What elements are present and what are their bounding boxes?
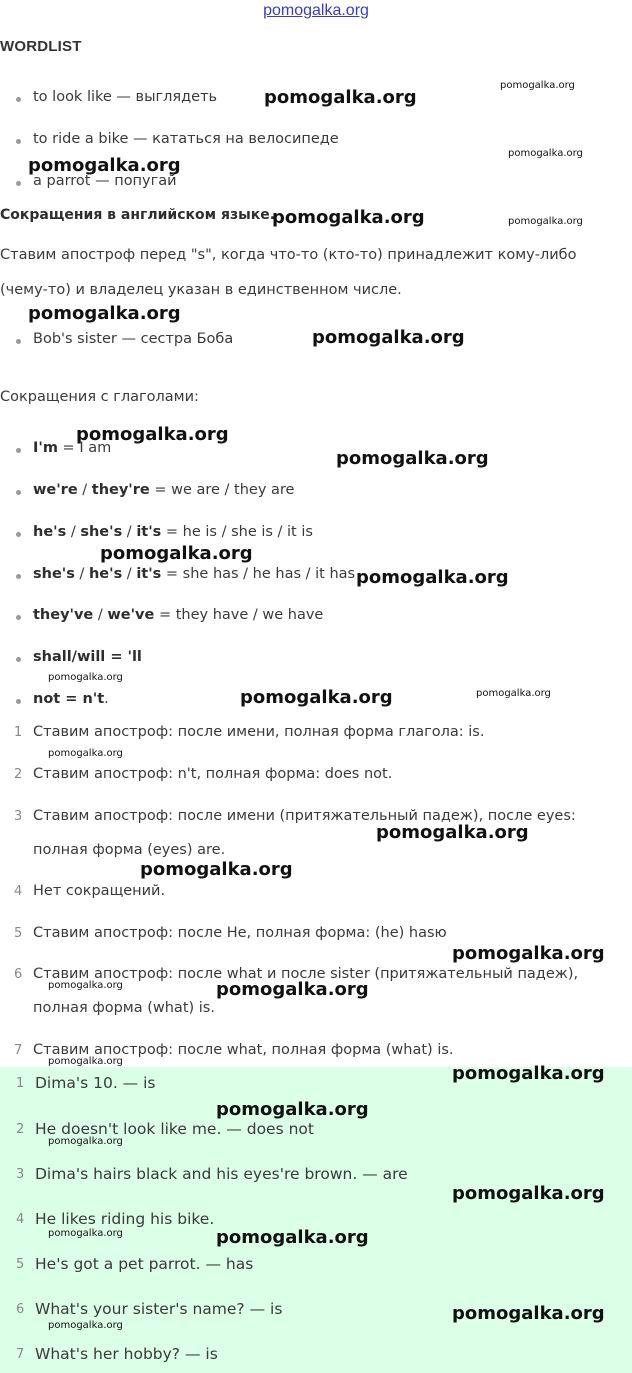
watermark: pomogalka.org: [140, 859, 293, 880]
answer-number: 6: [16, 1302, 25, 1317]
watermark: pomogalka.org: [100, 543, 253, 564]
explanation-line: Ставим апостроф: после имени (притяжательный падеж), после eyes:: [33, 808, 576, 824]
explanation-number: 3: [14, 809, 23, 824]
wordlist-item: to look like — выглядеть: [33, 89, 218, 105]
explanation-line: Нет сокращений.: [33, 883, 166, 899]
bullet-icon: [16, 181, 21, 186]
apostrophe-rule-line: Ставим апостроф перед "s", когда что-то (кто-то) принадлежит кому-либо: [0, 247, 577, 263]
site-header-link[interactable]: pomogalka.org: [263, 2, 369, 19]
answer-line: He doesn't look like me. — does not: [35, 1120, 314, 1138]
verb-contraction-item: I'm = I am: [33, 440, 112, 456]
verb-contraction-item: we're / they're = we are / they are: [33, 482, 295, 498]
watermark: pomogalka.org: [452, 943, 605, 964]
watermark: pomogalka.org: [28, 303, 181, 324]
answer-number: 7: [16, 1347, 25, 1362]
explanation-line: Ставим апостроф: n't, полная форма: does not.: [33, 766, 393, 782]
watermark: pomogalka.org: [216, 1227, 369, 1248]
verb-contraction-item: she's / he's / it's = she has / he has / it has: [33, 566, 356, 582]
verb-contraction-item: they've / we've = they have / we have: [33, 607, 324, 623]
explanation-line: полная форма (what) is.: [33, 1000, 215, 1016]
contractions-heading: Сокращения в английском языке.: [0, 207, 276, 223]
explanation-line: Ставим апостроф: после what и после sister (притяжательный падеж),: [33, 966, 579, 982]
watermark: pomogalka.org: [48, 1320, 123, 1331]
explanation-number: 1: [14, 725, 23, 740]
verbs-heading: Сокращения с глаголами:: [0, 389, 199, 405]
watermark: pomogalka.org: [264, 87, 417, 108]
watermark: pomogalka.org: [76, 424, 229, 445]
explanation-line: Ставим апостроф: после what, полная форма (what) is.: [33, 1042, 454, 1058]
answer-line: He likes riding his bike.: [35, 1210, 215, 1228]
watermark: pomogalka.org: [48, 980, 123, 991]
bullet-icon: [16, 448, 21, 453]
bullet-icon: [16, 532, 21, 537]
bullet-icon: [16, 139, 21, 144]
verb-contraction-item: shall/will = 'll: [33, 649, 142, 665]
watermark: pomogalka.org: [48, 1228, 123, 1239]
explanation-number: 2: [14, 767, 23, 782]
bullet-icon: [16, 490, 21, 495]
answer-line: What's your sister's name? — is: [35, 1300, 283, 1318]
explanation-number: 6: [14, 967, 23, 982]
watermark: pomogalka.org: [28, 155, 181, 176]
watermark: pomogalka.org: [500, 80, 575, 91]
watermark: pomogalka.org: [216, 1099, 369, 1120]
watermark: pomogalka.org: [356, 567, 509, 588]
watermark: pomogalka.org: [452, 1183, 605, 1204]
watermark: pomogalka.org: [336, 448, 489, 469]
answer-line: He's got a pet parrot. — has: [35, 1255, 254, 1273]
watermark: pomogalka.org: [452, 1063, 605, 1084]
answer-line: Dima's hairs black and his eyes're brown. — are: [35, 1165, 408, 1183]
watermark: pomogalka.org: [216, 979, 369, 1000]
answer-number: 5: [16, 1257, 25, 1272]
watermark: pomogalka.org: [452, 1303, 605, 1324]
explanation-line: Ставим апостроф: после He, полная форма: (he) hasю: [33, 925, 447, 941]
wordlist-item: to ride a bike — кататься на велосипеде: [33, 131, 339, 147]
explanation-line: Ставим апостроф: после имени, полная форма глагола: is.: [33, 724, 485, 740]
answer-number: 1: [16, 1076, 25, 1091]
verb-contraction-item: he's / she's / it's = he is / she is / it is: [33, 524, 313, 540]
watermark: pomogalka.org: [508, 216, 583, 227]
answer-line: What's her hobby? — is: [35, 1345, 218, 1363]
bullet-icon: [16, 97, 21, 102]
watermark: pomogalka.org: [272, 207, 425, 228]
explanation-number: 4: [14, 884, 23, 899]
explanation-number: 7: [14, 1043, 23, 1058]
bullet-icon: [16, 574, 21, 579]
watermark: pomogalka.org: [48, 672, 123, 683]
answer-line: Dima's 10. — is: [35, 1074, 156, 1092]
bullet-icon: [16, 657, 21, 662]
watermark: pomogalka.org: [48, 748, 123, 759]
watermark: pomogalka.org: [476, 688, 551, 699]
explanation-number: 5: [14, 926, 23, 941]
watermark: pomogalka.org: [376, 822, 529, 843]
watermark: pomogalka.org: [48, 1056, 123, 1067]
answer-number: 3: [16, 1167, 25, 1182]
bullet-icon: [16, 615, 21, 620]
wordlist-title: WORDLIST: [0, 38, 82, 55]
watermark: pomogalka.org: [240, 687, 393, 708]
answer-number: 4: [16, 1212, 25, 1227]
watermark: pomogalka.org: [48, 1136, 123, 1147]
verb-contraction-item: not = n't.: [33, 691, 109, 707]
answer-number: 2: [16, 1122, 25, 1137]
watermark: pomogalka.org: [508, 148, 583, 159]
bullet-icon: [16, 339, 21, 344]
possessive-example: Bob's sister — сестра Боба: [33, 331, 234, 347]
wordlist-item: a parrot — попугай: [33, 173, 177, 189]
bullet-icon: [16, 699, 21, 704]
explanation-line: полная форма (eyes) are.: [33, 842, 226, 858]
watermark: pomogalka.org: [312, 327, 465, 348]
apostrophe-rule-line: (чему-то) и владелец указан в единственном числе.: [0, 282, 402, 298]
